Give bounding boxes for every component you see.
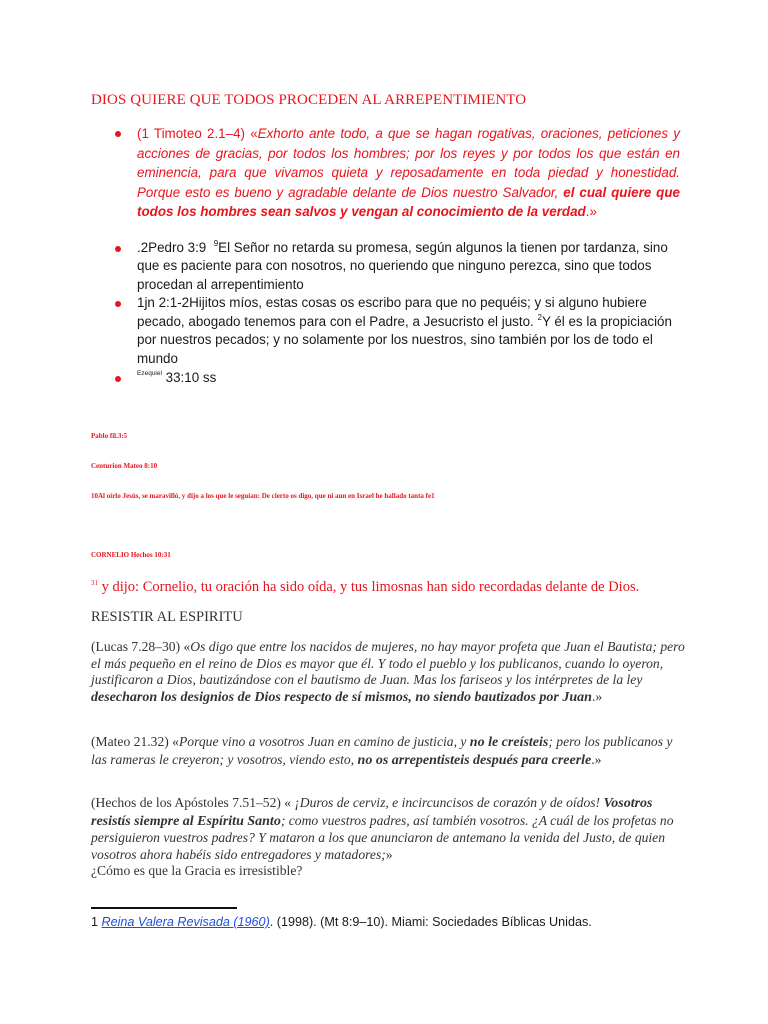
question-text: ¿Cómo es que la Gracia es irresistible? [91,863,303,879]
ref-cornelio: CORNELIO Hechos 10:31 [91,551,171,559]
list-item-juan: 1jn 2:1-2Hijitos míos, estas cosas os escribo para que no pequéis; y si alguno hubiere pecado, abogado tenemos para con el Padre, a Jesucristo el justo. $^2$Y él es la propiciación por nuestros pecados; y no solamente por los nuestros, sino también por los de todo el mundo [115,294,680,368]
ref-pablo: Pablo fil.3:5 [91,432,128,440]
footnote-link[interactable]: Reina Valera Revisada (1960) [101,915,270,929]
list-item-timoteo: (1 Timoteo 2.1–4) «Exhorto ante todo, a que se hagan rogativas, oraciones, peticiones y acciones de gracias, por todos los hombres; por los reyes y por todos los que están en eminencia, para que vivamos quieta y reposadamente en toda piedad y honestidad. Porque esto es bueno y agradable delante de Dios nuestro Salvador, el cual quiere que todos los hombres sean salvos y vengan al conocimiento de la verdad.» [115,124,680,222]
ref-centurion: Centurion Mateo 8:10 [91,462,158,470]
footnote-divider [91,907,237,909]
bullet-icon [115,301,121,307]
paragraph-mateo: (Mateo 21.32) «Porque vino a vosotros Juan en camino de justicia, y no le creísteis; pero los publicanos y las rameras le creyeron; y vosotros, viendo esto, no os arrepentisteis después para creerle.» [91,734,673,768]
paragraph-lucas: (Lucas 7.28–30) «Os digo que entre los nacidos de mujeres, no hay mayor profeta que Juan el Bautista; pero el más pequeño en el reino de Dios es mayor que él. Y todo el pueblo y los publicanos, cuando lo oyeron, justificaron a Dios, bautizándose con el bautismo de Juan. Mas los fariseos y los intérpretes de la ley desecharon los designios de Dios respecto de sí mismos, no siendo bautizados por Juan.» [91,639,685,705]
main-heading: DIOS QUIERE QUE TODOS PROCEDEN AL ARREPENTIMIENTO [91,92,527,108]
verse-centurion: 10Al oírlo Jesús, se maravilló, y dijo a los que le seguían: De cierto os digo, que ni aun en Israel he hallado tanta fe1 [91,492,435,500]
list-item-pedro: .2Pedro 3:9 $^9$El Señor no retarda su promesa, según algunos la tienen por tardanza, sino que es paciente para con nosotros, no queriendo que ninguno perezca, sino que todos procedan al arrepentimiento [115,239,680,295]
scripture-list [115,124,680,387]
list-item-ezequiel: $^{Ezequiel}$ 33:10 ss [115,369,680,388]
section-heading-resistir: RESISTIR AL ESPIRITU [91,609,243,625]
bullet-icon [115,246,121,252]
verse-cornelio: $^{31}$ y dijo: Cornelio, tu oración ha sido oída, y tus limosnas han sido recordadas delante de Dios. [91,579,640,595]
paragraph-hechos: (Hechos de los Apóstoles 7.51–52) « ¡Duros de cerviz, e incircuncisos de corazón y de oídos! Vosotros resistís siempre al Espíritu Santo; como vuestros padres, así también vosotros. ¿A cuál de los profetas no persiguieron vuestros padres? Y mataron a los que anunciaron de antemano la venida del Justo, de quien vosotros ahora habéis sido entregadores y matadores;» ¿Cómo es que la Gracia es irresistible? [91,795,674,879]
bullet-icon [115,131,121,137]
footnote: 1 Reina Valera Revisada (1960). (1998). (Mt 8:9–10). Miami: Sociedades Bíblicas Unidas. [91,915,592,929]
bullet-icon [115,376,121,382]
